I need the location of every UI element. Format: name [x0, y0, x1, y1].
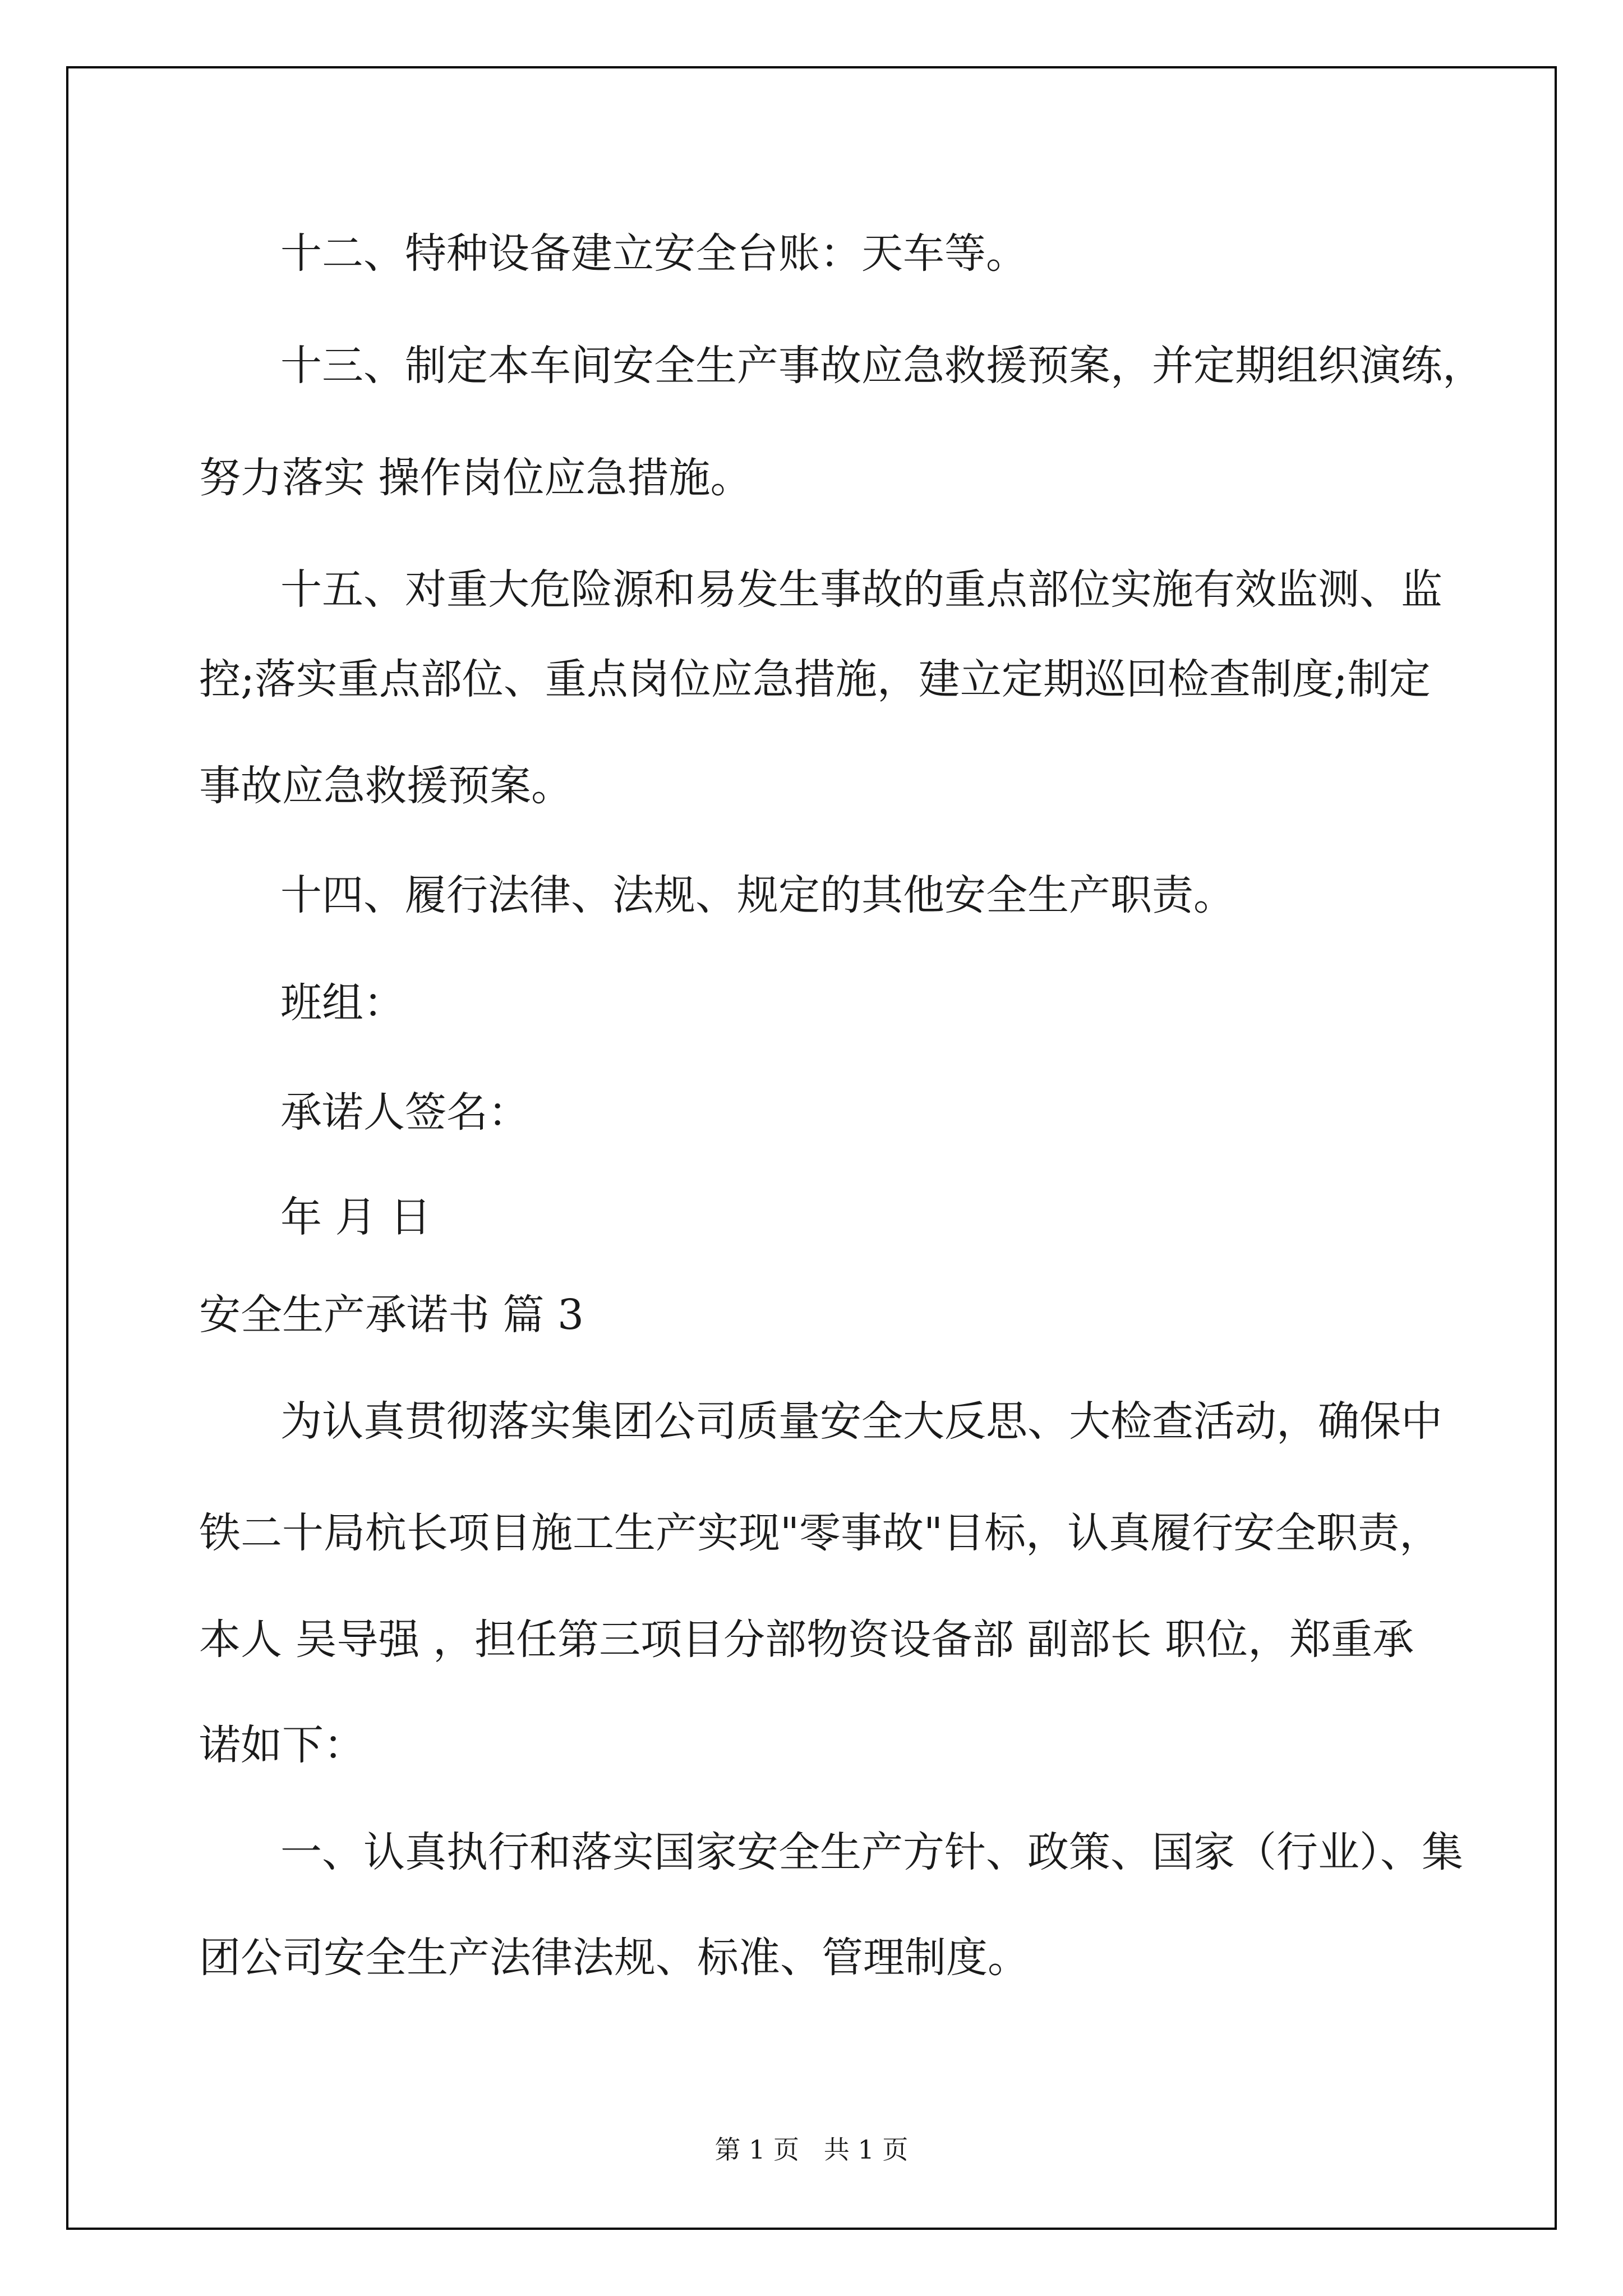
paragraph-line: 事故应急救援预案。 [199, 762, 573, 810]
date-line: 年 月 日 [280, 1193, 432, 1241]
field-label-team: 班组： [280, 979, 405, 1027]
paragraph-line: 十五、对重大危险源和易发生事故的重点部位实施有效监测、监 [280, 565, 1442, 614]
paragraph-line: 十二、特种设备建立安全台账：天车等。 [280, 229, 1027, 278]
paragraph-line: 控;落实重点部位、重点岗位应急措施，建立定期巡回检查制度;制定 [199, 655, 1431, 703]
paragraph-line: 铁二十局杭长项目施工生产实现"零事故"目标，认真履行安全职责， [199, 1509, 1441, 1557]
field-label-signature: 承诺人签名： [280, 1088, 529, 1137]
paragraph-line: 十三、制定本车间安全生产事故应急救援预案，并定期组织演练， [280, 342, 1484, 390]
paragraph-line: 努力落实 操作岗位应急措施。 [199, 454, 752, 502]
section-title: 安全生产承诺书 篇 3 [199, 1291, 584, 1339]
paragraph-line: 十四、履行法律、法规、规定的其他安全生产职责。 [280, 871, 1235, 919]
paragraph-line: 团公司安全生产法律法规、标准、管理制度。 [199, 1934, 1029, 1982]
paragraph-line: 诺如下： [199, 1721, 365, 1769]
paragraph-line: 本人 吴导强 ，担任第三项目分部物资设备部 副部长 职位，郑重承 [199, 1616, 1414, 1664]
paragraph-line: 为认真贯彻落实集团公司质量安全大反思、大检查活动，确保中 [280, 1397, 1442, 1446]
paragraph-line: 一、认真执行和落实国家安全生产方针、政策、国家（行业）、集 [280, 1828, 1463, 1876]
page-footer: 第 1 页 共 1 页 [714, 2134, 909, 2165]
